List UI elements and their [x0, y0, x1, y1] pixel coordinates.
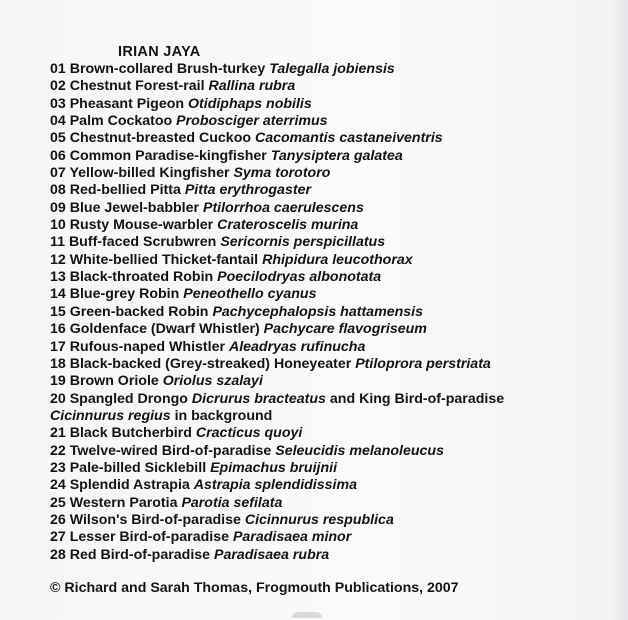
- species-common-name: 11 Buff-faced Scrubwren: [50, 234, 217, 251]
- species-scientific-name: Cicinnurus regius: [50, 407, 171, 424]
- page-edge-shadow: [612, 0, 628, 620]
- species-entry: [50, 200, 504, 217]
- species-common-name: 25 Western Parotia: [50, 494, 178, 511]
- species-entry: [50, 408, 504, 425]
- species-entry: [50, 61, 504, 78]
- species-entry: [50, 356, 504, 373]
- species-common-name: 12 White-bellied Thicket-fantail: [50, 251, 259, 268]
- species-common-name: 16 Goldenface (Dwarf Whistler): [50, 321, 260, 338]
- species-scientific-name: Paradisaea rubra: [214, 546, 330, 563]
- copyright-footer: © Richard and Sarah Thomas, Frogmouth Publications, 2007: [50, 580, 459, 596]
- species-common-name: 10 Rusty Mouse-warbler: [50, 217, 214, 234]
- species-common-name: 22 Twelve-wired Bird-of-paradise: [50, 442, 272, 459]
- species-common-name: 24 Splendid Astrapia: [50, 477, 190, 494]
- species-scientific-name: Cacomantis castaneiventris: [254, 130, 443, 147]
- species-common-name: 19 Brown Oriole: [50, 373, 159, 390]
- species-scientific-name: Sericornis perspicillatus: [220, 234, 386, 251]
- species-entry: [50, 234, 504, 251]
- species-common-name: 08 Red-bellied Pitta: [50, 182, 181, 199]
- species-common-name: 23 Pale-billed Sicklebill: [50, 459, 207, 476]
- species-entry: [50, 96, 504, 113]
- species-entry: [50, 269, 504, 286]
- species-scientific-name: Poecilodryas albonotata: [217, 269, 382, 286]
- species-entry: [50, 217, 504, 234]
- list-heading: IRIAN JAYA: [118, 44, 201, 60]
- species-common-name: 21 Black Butcherbird: [50, 425, 192, 442]
- species-scientific-name: Rhipidura leucothorax: [262, 251, 413, 268]
- species-scientific-name: Talegalla jobiensis: [269, 61, 395, 77]
- species-common-name: 09 Blue Jewel-babbler: [50, 199, 200, 216]
- species-scientific-name: Seleucidis melanoleucus: [275, 442, 444, 459]
- species-scientific-name: Probosciger aterrimus: [176, 113, 328, 130]
- species-scientific-name: Crateroscelis murina: [217, 217, 359, 234]
- species-entry: [50, 304, 504, 321]
- species-list: [50, 61, 504, 564]
- species-scientific-name: Pachycare flavogriseum: [263, 321, 427, 338]
- species-entry: [50, 443, 504, 460]
- species-scientific-name: Cicinnurus respublica: [244, 511, 394, 528]
- species-common-name: 04 Palm Cockatoo: [50, 113, 173, 130]
- species-entry: [50, 182, 504, 199]
- species-scientific-name: Epimachus bruijnii: [210, 459, 338, 476]
- species-scientific-name: Dicrurus bracteatus: [191, 390, 326, 407]
- species-entry: [50, 547, 504, 564]
- species-scientific-name: Oriolus szalayi: [162, 373, 263, 390]
- species-trailing-text: and King Bird-of-paradise: [329, 390, 505, 407]
- species-scientific-name: Parotia sefilata: [181, 494, 283, 511]
- species-scientific-name: Ptiloprora perstriata: [355, 355, 491, 372]
- species-scientific-name: Pachycephalopsis hattamensis: [212, 303, 423, 320]
- species-common-name: 03 Pheasant Pigeon: [50, 95, 185, 112]
- species-entry: [50, 339, 504, 356]
- species-entry: [50, 425, 504, 442]
- species-common-name: 01 Brown-collared Brush-turkey: [50, 61, 266, 77]
- species-scientific-name: Rallina rubra: [208, 78, 296, 95]
- species-entry: [50, 529, 504, 546]
- page-bottom-mark: [292, 612, 322, 618]
- species-entry: [50, 113, 504, 130]
- species-common-name: 27 Lesser Bird-of-paradise: [50, 529, 229, 546]
- species-scientific-name: Ptilorrhoa caerulescens: [202, 199, 364, 216]
- species-entry: [50, 373, 504, 390]
- species-entry: [50, 321, 504, 338]
- species-scientific-name: Syma torotoro: [233, 165, 331, 182]
- species-entry: [50, 391, 504, 408]
- species-scientific-name: Astrapia splendidissima: [193, 477, 357, 494]
- species-entry: [50, 477, 504, 494]
- species-common-name: 26 Wilson's Bird-of-paradise: [50, 511, 241, 528]
- species-entry: [50, 460, 504, 477]
- species-entry: [50, 495, 504, 512]
- species-scientific-name: Tanysiptera galatea: [270, 147, 403, 164]
- species-common-name: 02 Chestnut Forest-rail: [50, 78, 205, 95]
- species-scientific-name: Aleadryas rufinucha: [228, 338, 366, 355]
- species-scientific-name: Paradisaea minor: [232, 529, 352, 546]
- species-common-name: 13 Black-throated Robin: [50, 269, 214, 286]
- species-common-name: 14 Blue-grey Robin: [50, 286, 180, 303]
- species-common-name: 06 Common Paradise-kingfisher: [50, 147, 267, 164]
- species-common-name: 20 Spangled Drongo: [50, 390, 188, 407]
- species-entry: [50, 78, 504, 95]
- species-scientific-name: Peneothello cyanus: [183, 286, 317, 303]
- species-common-name: 07 Yellow-billed Kingfisher: [50, 165, 230, 182]
- species-common-name: 18 Black-backed (Grey-streaked) Honeyeater: [50, 355, 352, 372]
- species-entry: [50, 165, 504, 182]
- species-scientific-name: Pitta erythrogaster: [184, 182, 311, 199]
- species-common-name: 05 Chestnut-breasted Cuckoo: [50, 130, 252, 147]
- species-scientific-name: Cracticus quoyi: [195, 425, 303, 442]
- species-entry: [50, 512, 504, 529]
- species-entry: [50, 252, 504, 269]
- species-entry: [50, 148, 504, 165]
- species-common-name: 15 Green-backed Robin: [50, 303, 209, 320]
- species-scientific-name: Otidiphaps nobilis: [188, 95, 312, 112]
- species-trailing-text: in background: [174, 407, 273, 424]
- species-entry: [50, 286, 504, 303]
- species-entry: [50, 130, 504, 147]
- species-common-name: 17 Rufous-naped Whistler: [50, 338, 225, 355]
- species-common-name: 28 Red Bird-of-paradise: [50, 546, 211, 563]
